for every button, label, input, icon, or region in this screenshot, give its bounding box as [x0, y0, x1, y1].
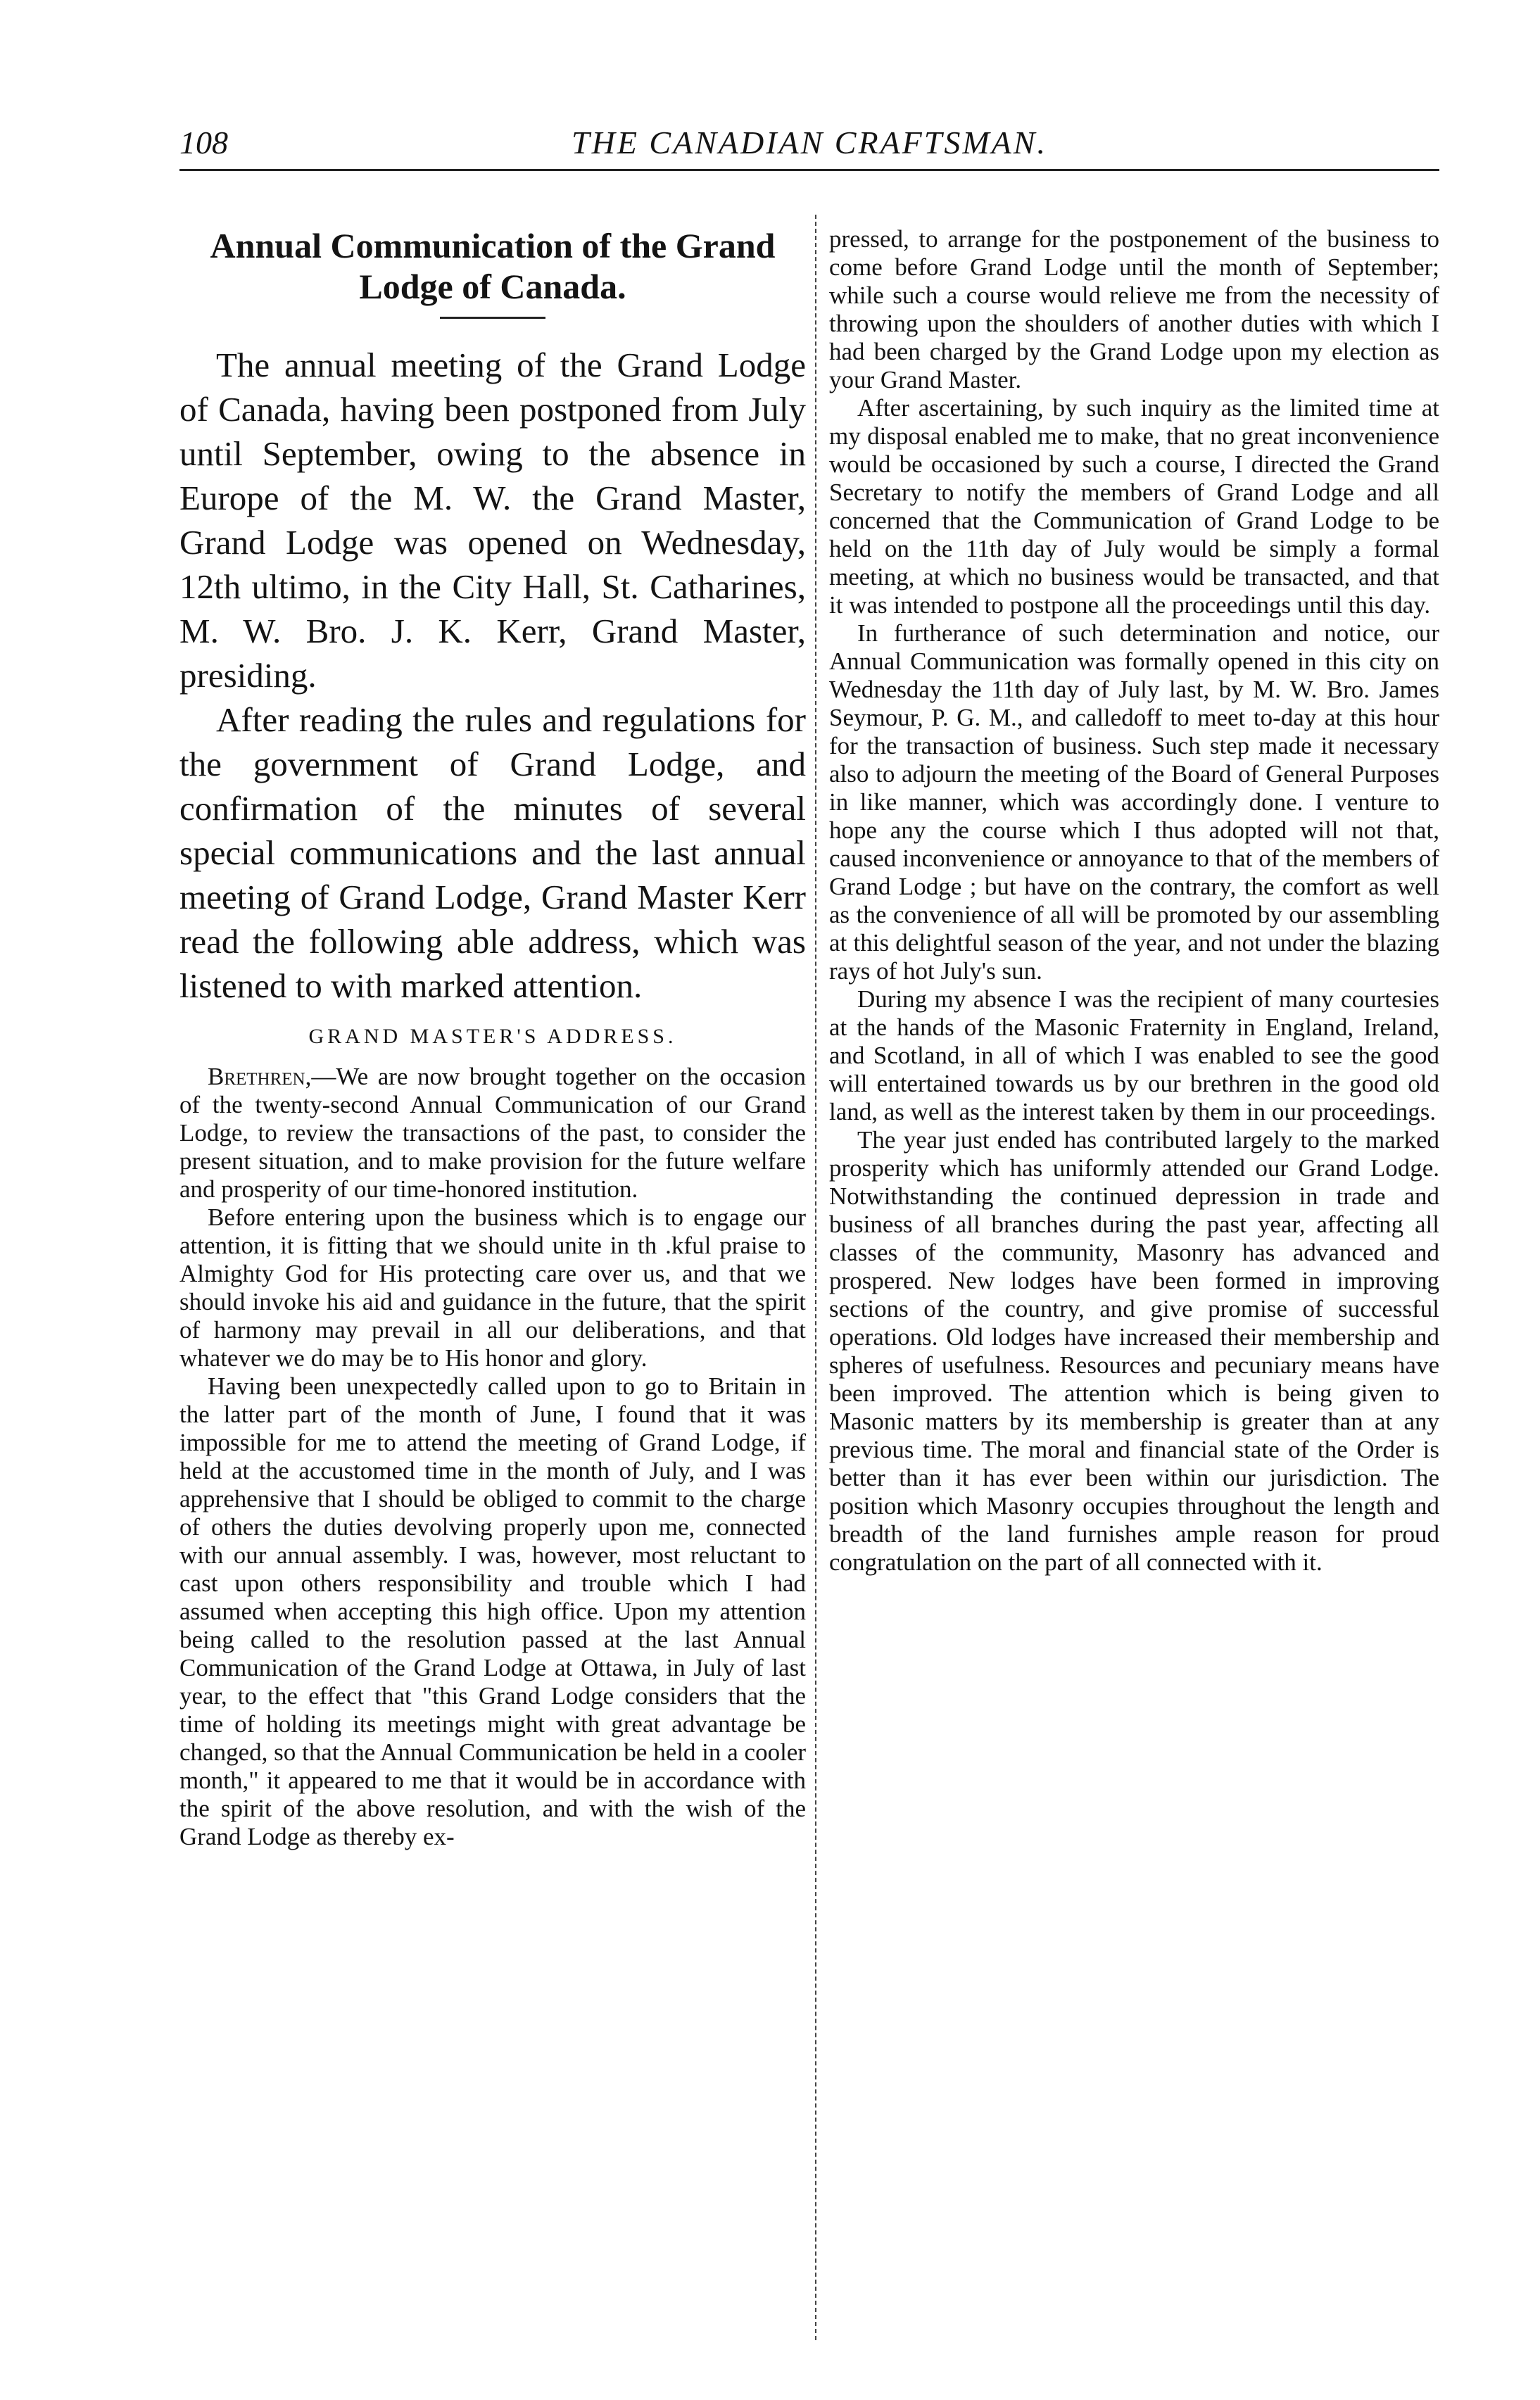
left-column: [179, 225, 806, 2337]
body-paragraph: Before entering upon the business which is to engage our attention, it is fitting that we should unite in th .kful praise to Almighty God for His protecting care over us, and that we should invoke his aid and guidance in the future, that the spirit of harmony may prevail in all our deliberations, and that whatever we do may be to His honor and glory.: [179, 1204, 806, 1372]
lead-paragraph: After reading the rules and regulations for the government of Grand Lodge, and confirmation of the minutes of several special communications and the last annual meeting of Grand Lodge, Grand Master Kerr read the following able address, which was listened to with marked attention.: [179, 700, 806, 1005]
title-divider: [440, 317, 545, 319]
continued-paragraph: pressed, to arrange for the postponement of the business to come before Grand Lodge until the month of September; while such a course would relieve me from the necessity of throwing upon the shoulders of another duties with which I had been charged by the Grand Lodge upon my election as your Grand Master.: [829, 225, 1439, 393]
body-paragraph: In furtherance of such determination and notice, our Annual Communication was formally opened in this city on Wednesday the 11th day of July last, by M. W. Bro. James Seymour, P. G. M., and calledoff to meet to-day at this hour for the transaction of business. Such step made it necessary also to adjourn the meeting of the Board of General Purposes in like manner, which was accordingly done. I venture to hope any the course which I thus adopted will not that, caused inconvenience or annoyance to that of the members of Grand Lodge ; but have on the contrary, the comfort as well as the convenience of all will be promoted by our assembling at this delightful season of the year, and not under the blazing rays of hot July's sun.: [829, 619, 1439, 985]
right-column: [829, 225, 1439, 2337]
page-header: [179, 120, 1439, 171]
body-paragraph: During my absence I was the recipient of many courtesies at the hands of the Masonic Fraternity in England, Ireland, and Scotland, in all of which I was enabled to see the good will entertained towards us by our brethren in the good old land, as well as the interest taken by them in our proceedings.: [829, 985, 1439, 1125]
body-paragraph: [179, 1063, 806, 1204]
paragraph-text: —We are now brought together on the occasion of the twenty-second Annual Communication of our Grand Lodge, to review the transactions of the past, to consider the present situation, and to make provision for the future welfare and prosperity of our time-honored institution.: [179, 1063, 806, 1203]
salutation: Brethren,: [208, 1063, 312, 1090]
body-paragraph: Having been unexpectedly called upon to go to Britain in the latter part of the month of June, I found that it was impossible for me to attend the meeting of Grand Lodge, if held at the accustomed time in the month of July, and I was apprehensive that I should be obliged to commit to the charge of others the duties devolving properly upon me, connected with our annual assembly. I was, however, most reluctant to cast upon others responsibility and trouble which I had assumed when accepting this high office. Upon my attention being called to the resolution passed at the last Annual Communication of the Grand Lodge at Ottawa, in July of last year, to the effect that "this Grand Lodge considers that the time of holding its meetings might with great advantage be changed, so that the Annual Communication be held in a cooler month," it appeared to me that it would be in accordance with the spirit of the above resolution, and with the wish of the Grand Lodge as thereby ex-: [179, 1372, 806, 1850]
article-title: Annual Communication of the Grand Lodge of Canada.: [210, 226, 776, 306]
body-paragraph: The year just ended has contributed largely to the marked prosperity which has uniformly attended our Grand Lodge. Notwithstanding the continued depression in trade and business of all branches during the past year, affecting all classes of the community, Masonry has advanced and prospered. New lodges have been formed in improving sections of the country, and give promise of successful operations. Old lodges have increased their membership and spheres of usefulness. Resources and pecuniary means have been improved. The attention which is being given to Masonic matters by its membership is greater than at any previous time. The moral and financial state of the Order is better than it has ever been within our jurisdiction. The position which Masonry occupies throughout the length and breadth of the land furnishes ample reason for proud congratulation on the part of all connected with it.: [829, 1126, 1439, 1576]
address-heading: GRAND MASTER'S ADDRESS.: [308, 1025, 677, 1048]
page-number: 108: [179, 125, 228, 160]
running-title: THE CANADIAN CRAFTSMAN.: [572, 125, 1047, 160]
lead-paragraph: The annual meeting of the Grand Lodge of Canada, having been postponed from July until September, owing to the absence in Europe of the M. W. the Grand Master, Grand Lodge was opened on Wednesday, 12th ultimo, in the City Hall, St. Catharines, M. W. Bro. J. K. Kerr, Grand Master, presiding.: [179, 346, 806, 695]
body-paragraph: After ascertaining, by such inquiry as the limited time at my disposal enabled me to make, that no great inconvenience would be occasioned by such a course, I directed the Grand Secretary to notify the members of Grand Lodge and all concerned that the Communication of Grand Lodge to be held on the 11th day of July would be simply a formal meeting, at which no business would be transacted, and that it was intended to postpone all the proceedings until this day.: [829, 394, 1439, 619]
column-divider: [815, 215, 816, 2340]
